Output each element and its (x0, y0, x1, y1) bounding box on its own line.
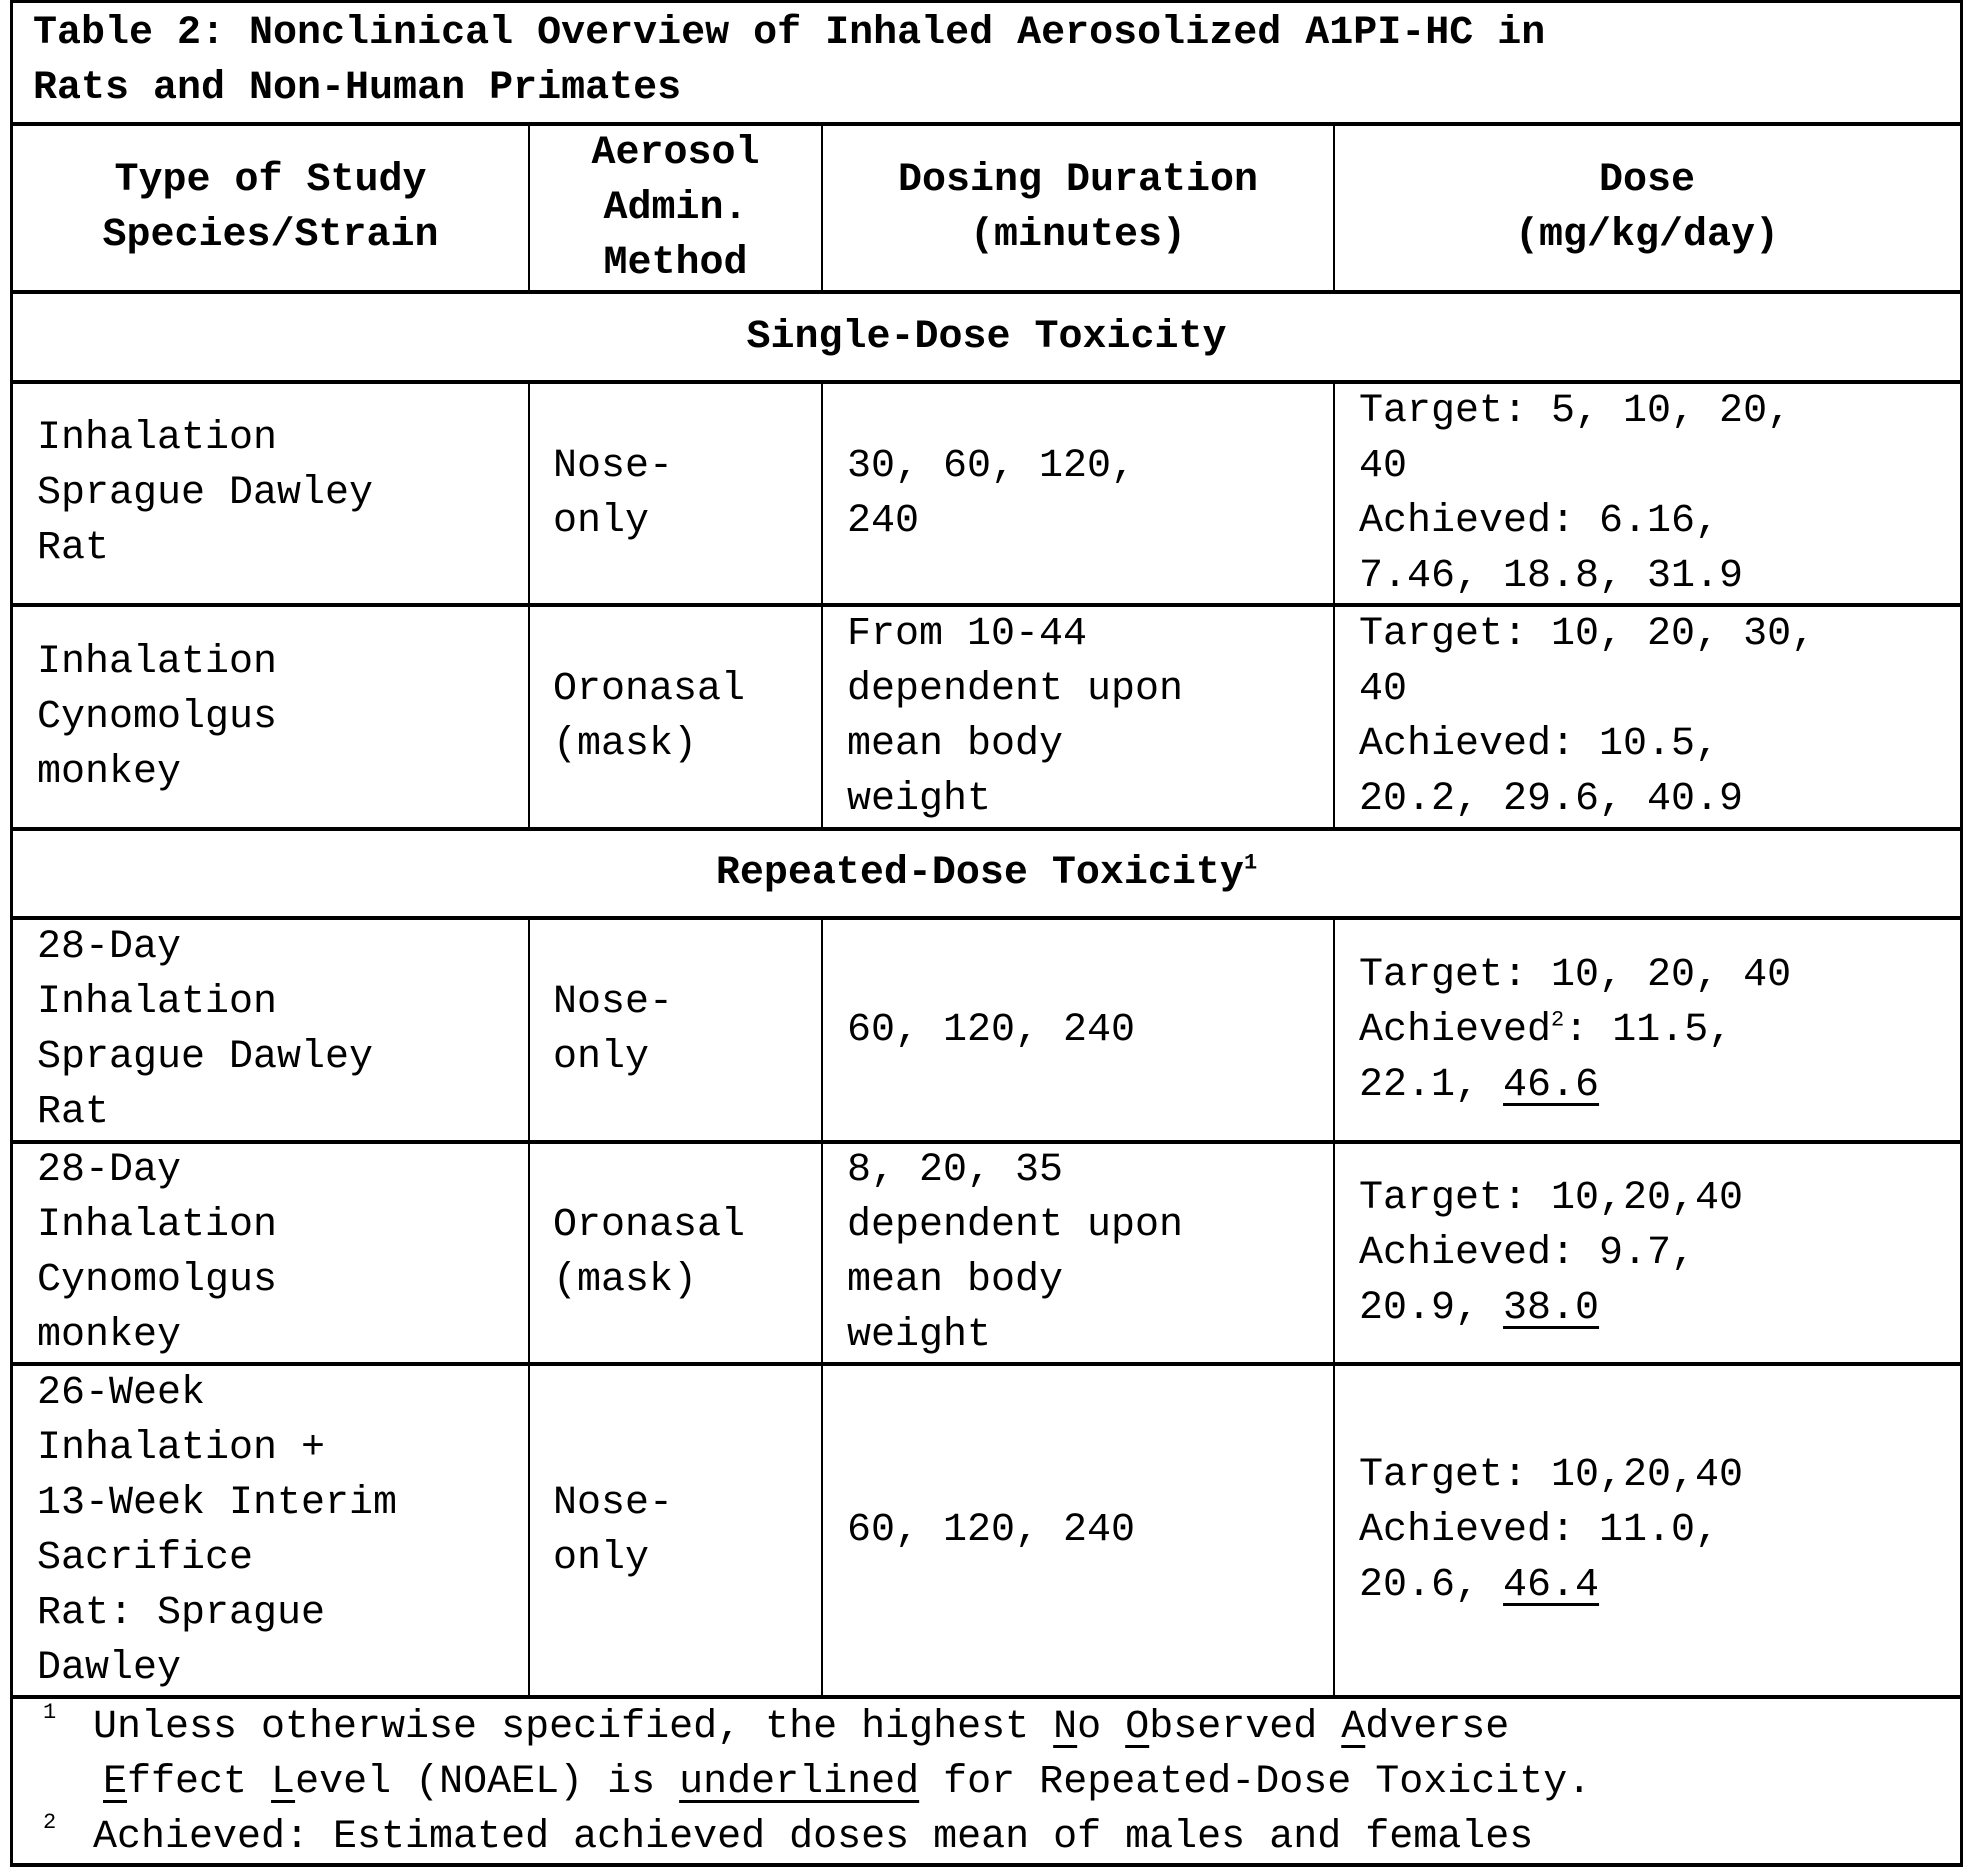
dose-target: Target: 10, 20, 30, 40 (1359, 612, 1816, 712)
table-title-line2: Rats and Non-Human Primates (33, 66, 682, 111)
table-border-top (13, 0, 1960, 3)
row3-dose (1359, 920, 1959, 1140)
row1-duration: 30, 60, 120, 240 (847, 443, 1136, 544)
dose-target: Target: 10,20,40 (1359, 1175, 1744, 1221)
header-dose: Dose (mg/kg/day) (1514, 158, 1780, 258)
footnote-2-marker: 2 (43, 1810, 57, 1835)
col-divider (821, 918, 823, 1697)
col-divider (821, 382, 823, 829)
header-aerosol-method: Aerosol Admin. Method (591, 130, 760, 286)
noael-value: 46.6 (1503, 1062, 1600, 1108)
col-divider (528, 918, 530, 1697)
row4-study: 28-Day Inhalation Cynomolgus monkey (37, 1148, 278, 1358)
row1-method: Nose- only (553, 443, 674, 544)
header-type-of-study: Type of Study Species/Strain (102, 158, 439, 258)
section-repeated-dose: Repeated-Dose Toxicity$^1$ (715, 850, 1258, 896)
row2-dose (1359, 607, 1959, 827)
table-title-line1: Table 2: Nonclinical Overview of Inhaled Aerosolized A1PI-HC in (33, 11, 1546, 56)
dose-achieved: Achieved: 11.0, 20.6, 46.4 (1359, 1508, 1720, 1608)
row4-method: Oronasal (mask) (553, 1203, 746, 1303)
col-divider (528, 382, 530, 829)
row1-dose (1359, 384, 1959, 603)
row5-dose (1359, 1366, 1959, 1695)
col-divider (1333, 382, 1335, 829)
table-title (33, 6, 1933, 122)
row2-duration: From 10-44 dependent upon mean body weight (847, 612, 1184, 822)
row5-duration: 60, 120, 240 (847, 1508, 1136, 1553)
header-dosing-duration: Dosing Duration (minutes) (897, 158, 1259, 258)
dose-achieved: Achieved: 10.5, 20.2, 29.6, 40.9 (1359, 722, 1744, 822)
nonclinical-overview-table (10, 0, 1963, 1867)
row3-method: Nose- only (553, 980, 674, 1080)
row3-duration: 60, 120, 240 (847, 1007, 1136, 1053)
row2-method: Oronasal (mask) (553, 667, 746, 767)
dose-target: Target: 10,20,40 (1359, 1453, 1744, 1498)
dose-achieved: Achieved: 9.7, 20.9, 38.0 (1359, 1230, 1696, 1331)
footnote-ref-1: 1 (1243, 850, 1258, 876)
footnote-2: 2 Achieved: Estimated achieved doses mean of males and females (43, 1810, 1534, 1860)
divider-row5 (13, 1695, 1960, 1699)
dose-target: Target: 10, 20, 40 (1359, 952, 1792, 998)
row4-dose (1359, 1144, 1959, 1362)
noael-value: 46.4 (1503, 1563, 1600, 1608)
noael-value: 38.0 (1503, 1285, 1600, 1331)
footnote-ref-2: 2 (1551, 1007, 1565, 1033)
col-divider (1333, 918, 1335, 1697)
section-single-dose: Single-Dose Toxicity (746, 314, 1227, 360)
row1-study: Inhalation Sprague Dawley Rat (37, 416, 374, 571)
footnote-1: 1 Unless otherwise specified, the highest No Observed Adverse Effect Level (NOAEL) is underlined for Repeated-Dose Toxicity. (43, 1700, 1592, 1805)
footnote-1-marker: 1 (43, 1700, 57, 1725)
dose-achieved: Achieved: 6.16, 7.46, 18.8, 31.9 (1359, 498, 1744, 599)
row4-duration: 8, 20, 35 dependent upon mean body weight (847, 1148, 1184, 1358)
row2-study: Inhalation Cynomolgus monkey (37, 639, 278, 795)
dose-target: Target: 5, 10, 20, 40 (1359, 388, 1792, 489)
dose-achieved: Achieved$^2$: 11.5, 22.1, 46.6 (1359, 1007, 1733, 1108)
row5-method: Nose- only (553, 1480, 674, 1581)
row3-study: 28-Day Inhalation Sprague Dawley Rat (37, 925, 374, 1135)
row5-study: 26-Week Inhalation + 13-Week Interim Sacrifice Rat: Sprague Dawley (37, 1370, 398, 1691)
